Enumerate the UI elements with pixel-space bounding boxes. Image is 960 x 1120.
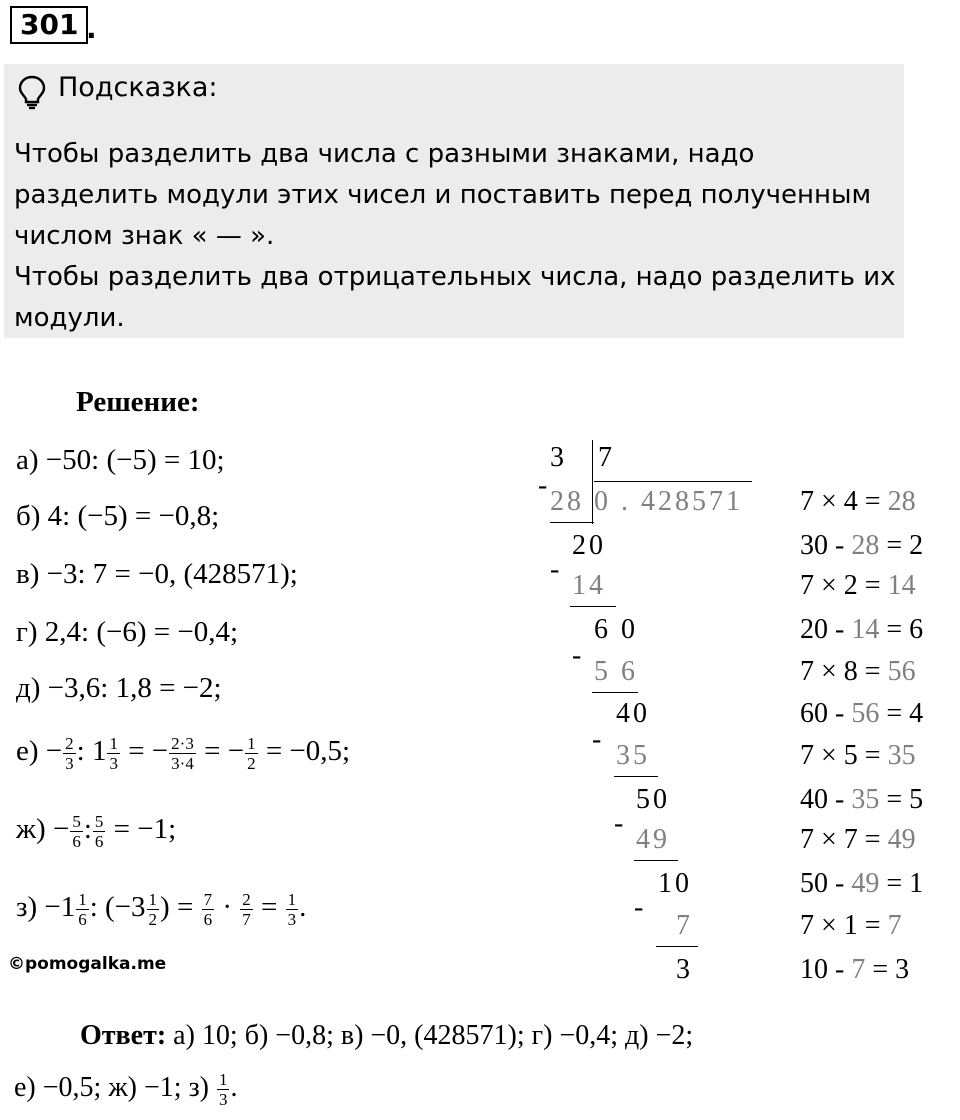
step-sub: 5 6 <box>594 656 638 687</box>
division-horizontal-line <box>594 481 752 482</box>
step-sub: 7 <box>676 910 693 941</box>
check-line: 7 × 1 = 7 <box>800 910 902 941</box>
equation-a: а) −50: (−5) = 10; <box>16 444 225 476</box>
step-underline <box>550 522 594 523</box>
answer-line-1: Ответ: а) 10; б) −0,8; в) −0, (428571); г) −0,4; д) −2; <box>80 1020 694 1051</box>
step-rem: 50 <box>636 784 670 815</box>
equation-v: в) −3: 7 = −0, (428571); <box>16 558 298 590</box>
check-line: 20 - 14 = 6 <box>800 614 924 645</box>
copyright: ©pomogalka.me <box>8 954 167 974</box>
task-number: 301 <box>10 6 88 44</box>
check-line: 7 × 8 = 56 <box>800 656 916 687</box>
step-rem: 6 0 <box>594 614 638 645</box>
minus-sign: - <box>592 724 605 755</box>
step-underline <box>592 692 638 693</box>
equation-g: г) 2,4: (−6) = −0,4; <box>16 616 239 648</box>
quotient: 0 . 428571 <box>594 486 743 517</box>
check-line: 7 × 7 = 49 <box>800 824 916 855</box>
step-underline <box>656 946 698 947</box>
divisor: 7 <box>598 442 615 473</box>
task-number-dot: . <box>86 12 97 45</box>
equation-z: з) −1 $\frac{1}{6}$ : (−3 $\frac{1}{2}$ ) = $\frac{7}{6}$ · $\frac{2}{7}$ = $\frac{1}{3}$ . <box>16 890 307 929</box>
solution-title: Решение: <box>76 386 200 418</box>
lightbulb-icon <box>16 74 48 115</box>
hint-line-2: Чтобы разделить два отрицательных числа, надо разделить их модули. <box>14 262 896 333</box>
check-line: 50 - 49 = 1 <box>800 868 924 899</box>
equation-e: е) − $\frac{2}{3}$ : 1 $\frac{1}{3}$ = − $\frac{2\cdot 3}{3\cdot 4}$ = − $\frac{1}{2}$ = −0,5; <box>16 734 351 773</box>
minus-sign: - <box>538 470 551 501</box>
step-underline <box>634 860 678 861</box>
check-line: 30 - 28 = 2 <box>800 530 924 561</box>
answer-label: Ответ: <box>80 1020 167 1051</box>
step-sub: 35 <box>616 740 650 771</box>
step-rem: 20 <box>572 530 606 561</box>
hint-title: Подсказка: <box>58 72 218 103</box>
equation-b: б) 4: (−5) = −0,8; <box>16 500 220 532</box>
step-underline <box>570 606 616 607</box>
step-sub: 49 <box>636 824 670 855</box>
minus-sign: - <box>614 808 627 839</box>
minus-sign: - <box>634 892 647 923</box>
equation-zh: ж) − $\frac{5}{6}$ : $\frac{5}{6}$ = −1; <box>16 812 177 851</box>
check-line: 7 × 4 = 28 <box>800 486 916 517</box>
check-line: 10 - 7 = 3 <box>800 954 910 985</box>
division-vertical-line <box>592 440 593 524</box>
step-underline <box>614 776 658 777</box>
answer-line-2: е) −0,5; ж) −1; з) $\frac{1}{3}$ . <box>14 1070 238 1109</box>
equation-d: д) −3,6: 1,8 = −2; <box>16 672 222 704</box>
step-sub: 14 <box>572 570 606 601</box>
step-rem: 3 <box>676 954 693 985</box>
dividend: 3 <box>550 442 567 473</box>
step-rem: 40 <box>616 698 650 729</box>
hint-line-1: Чтобы разделить два числа с разными знаками, надо разделить модули этих чисел и поставить перед полученным числом знак « — ». <box>14 139 872 251</box>
check-line: 7 × 5 = 35 <box>800 740 916 771</box>
check-line: 7 × 2 = 14 <box>800 570 916 601</box>
check-line: 60 - 56 = 4 <box>800 698 924 729</box>
hint-text <box>14 134 904 339</box>
step-sub: 28 <box>550 486 584 517</box>
step-rem: 10 <box>658 868 692 899</box>
minus-sign: - <box>572 640 585 671</box>
minus-sign: - <box>550 554 563 585</box>
check-line: 40 - 35 = 5 <box>800 784 924 815</box>
